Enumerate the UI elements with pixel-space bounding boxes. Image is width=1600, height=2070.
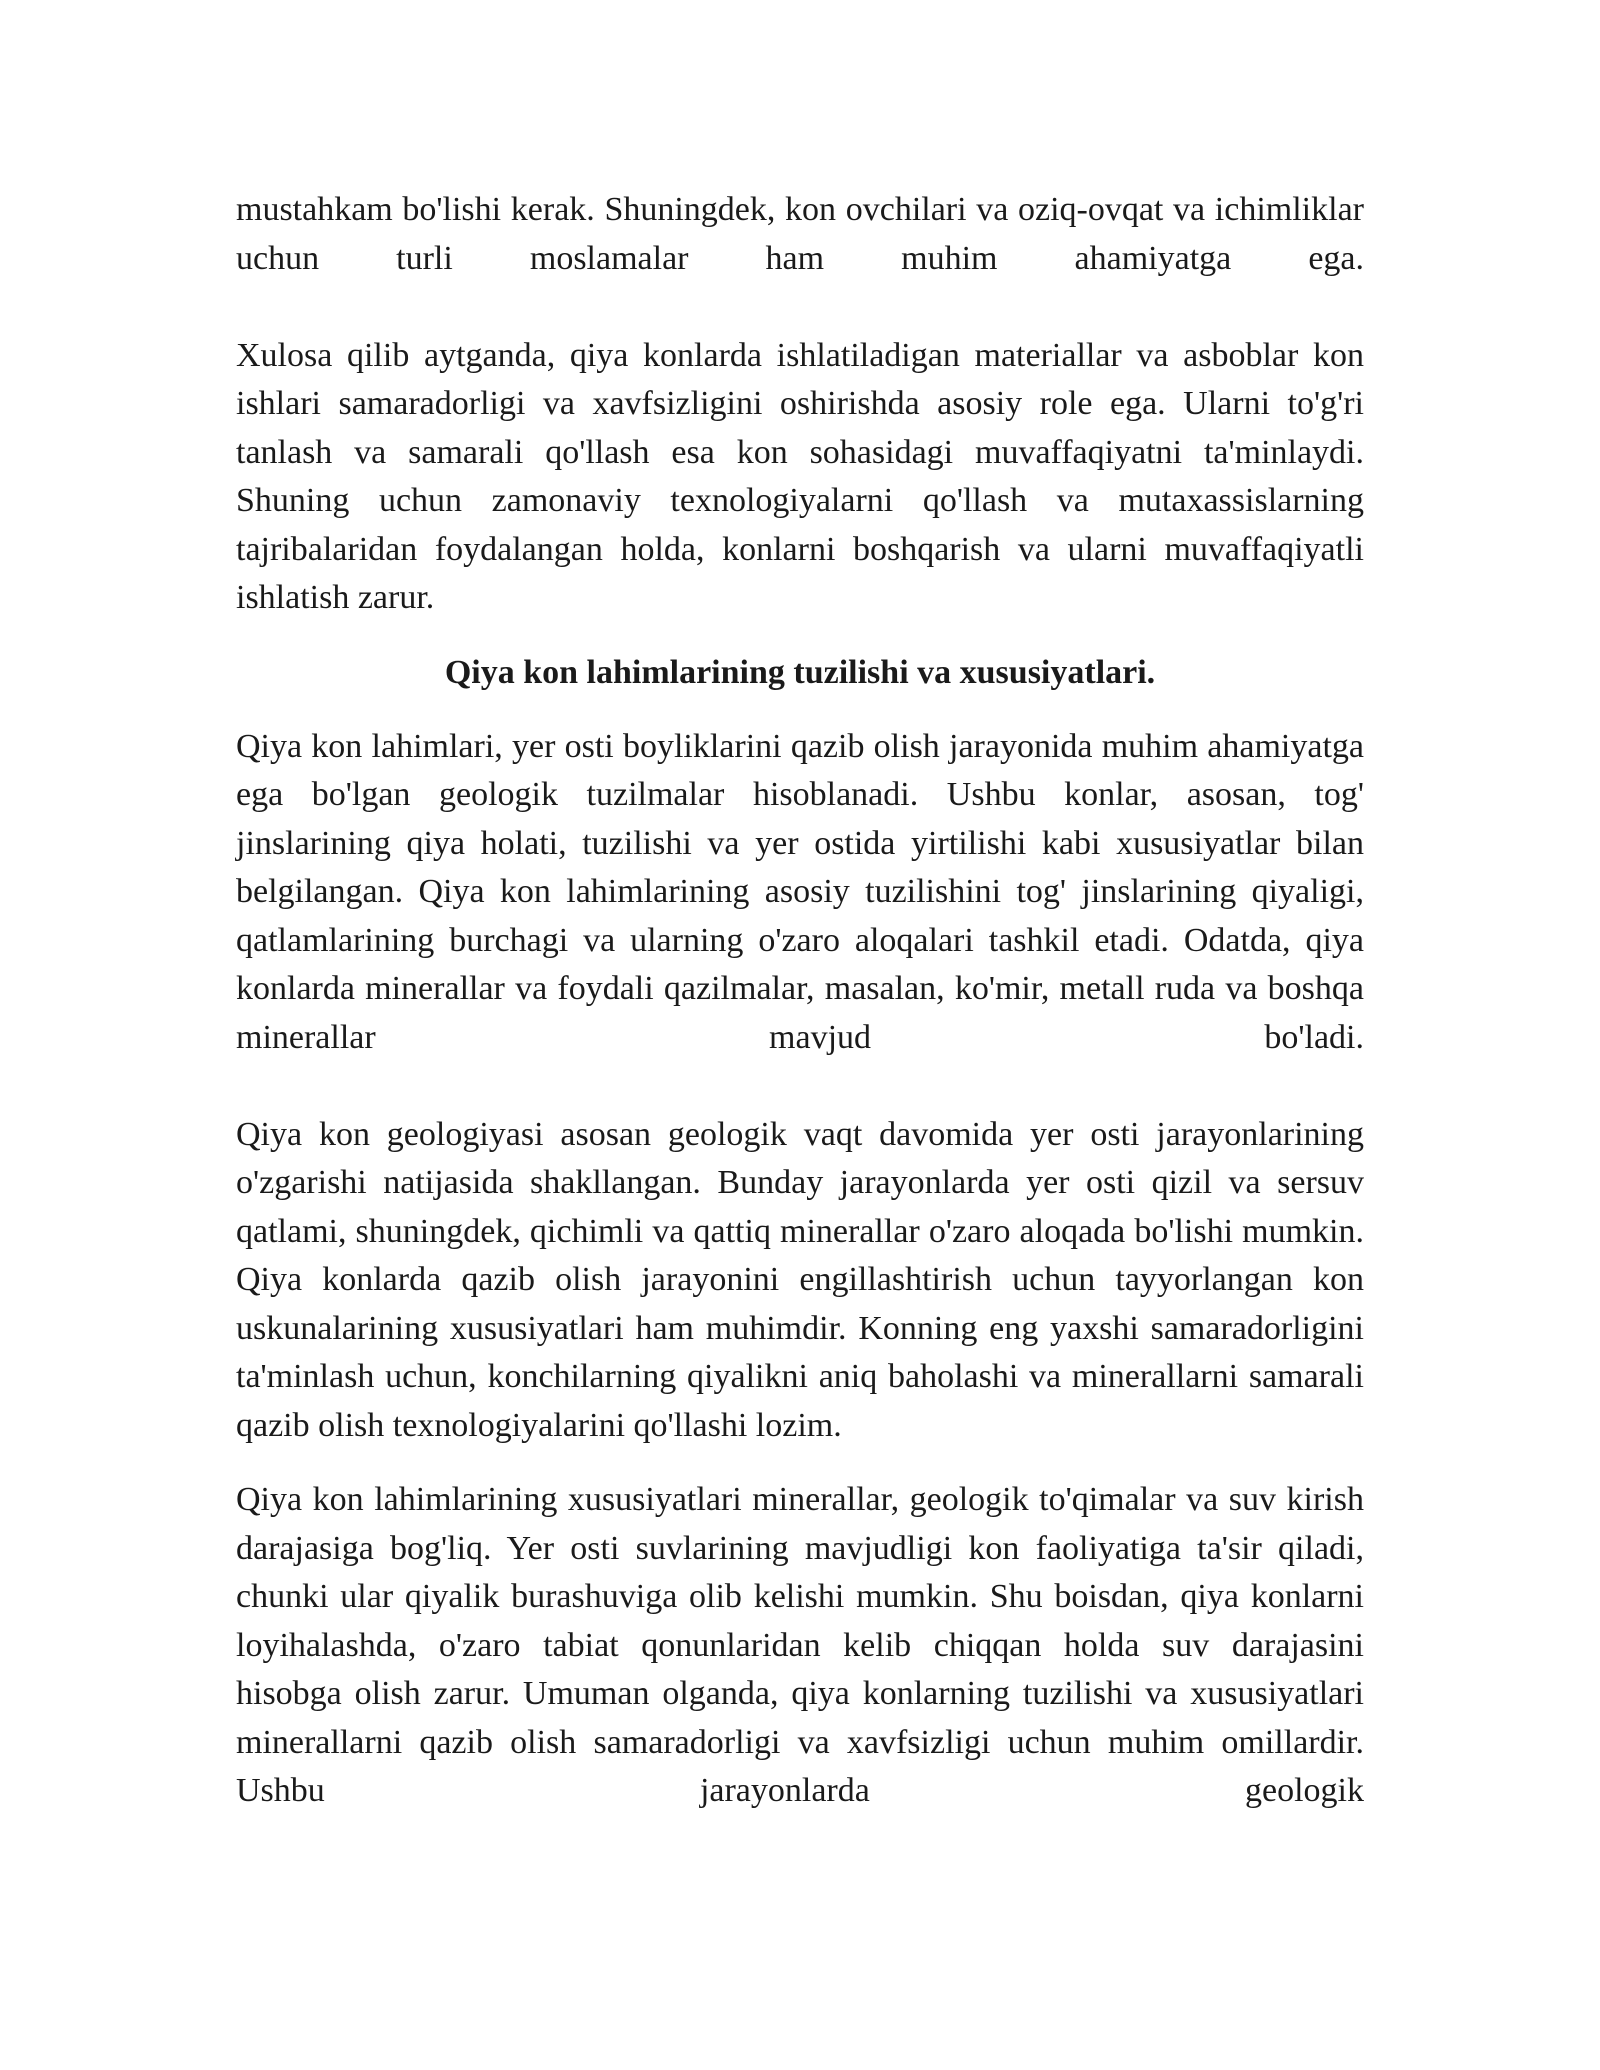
paragraph-4: Qiya kon geologiyasi asosan geologik vaqt davomida yer osti jarayonlarining o'zgarishi natijasida shakllangan. Bunday jarayonlarda yer osti qizil va sersuv qatlami, shuningdek, qichimli va qattiq minerallar o'zaro aloqada bo'lishi mumkin. Qiya konlarda qazib olish jarayonini engillashtirish uchun tayyorlangan kon uskunalarining xususiyatlari ham muhimdir. Konning eng yaxshi samaradorligini ta'minlash uchun, konchilarning qiyalikni aniq baholashi va minerallarni samarali qazib olish texnologiyalarini qo'llashi lozim. bbox=[236, 1115, 1364, 1444]
blank-line bbox=[236, 283, 1364, 332]
document-page bbox=[236, 186, 1364, 1816]
spacer bbox=[236, 1450, 1364, 1476]
spacer bbox=[236, 697, 1364, 723]
blank-line bbox=[236, 1062, 1364, 1111]
section-heading: Qiya kon lahimlarining tuzilishi va xususiyatlari. bbox=[444, 653, 1156, 691]
paragraph-3: Qiya kon lahimlari, yer osti boyliklarini qazib olish jarayonida muhim ahamiyatga ega bo'lgan geologik tuzilmalar hisoblanadi. Ushbu konlar, asosan, tog' jinslarining qiya holati, tuzilishi va yer ostida yirtilishi kabi xususiyatlar bilan belgilangan. Qiya kon lahimlarining asosiy tuzilishini tog' jinslarining qiyaligi, qatlamlarining burchagi va ularning o'zaro aloqalari tashkil etadi. Odatda, qiya konlarda minerallar va foydali qazilmalar, masalan, ko'mir, metall ruda va boshqa minerallar mavjud bo'ladi. bbox=[236, 727, 1364, 1056]
paragraph-2: Xulosa qilib aytganda, qiya konlarda ishlatiladigan materiallar va asboblar kon ishlari samaradorligi va xavfsizligini oshirishda asosiy role ega. Ularni to'g'ri tanlash va samarali qo'llash esa kon sohasidagi muvaffaqiyatni ta'minlaydi. Shuning uchun zamonaviy texnologiyalarni qo'llash va mutaxassislarning tajribalaridan foydalangan holda, konlarni boshqarish va ularni muvaffaqiyatli ishlatish zarur. bbox=[236, 336, 1364, 616]
spacer bbox=[236, 623, 1364, 649]
paragraph-1: mustahkam bo'lishi kerak. Shuningdek, kon ovchilari va oziq-ovqat va ichimliklar uchun turli moslamalar ham muhim ahamiyatga ega. bbox=[236, 191, 1364, 277]
paragraph-5: Qiya kon lahimlarining xususiyatlari minerallar, geologik to'qimalar va suv kirish darajasiga bog'liq. Yer osti suvlarining mavjudligi kon faoliyatiga ta'sir qiladi, chunki ular qiyalik burashuviga olib kelishi mumkin. Shu boisdan, qiya konlarni loyihalashda, o'zaro tabiat qonunlaridan kelib chiqqan holda suv darajasini hisobga olish zarur. Umuman olganda, qiya konlarning tuzilishi va xususiyatlari minerallarni qazib olish samaradorligi va xavfsizligi uchun muhim omillardir. Ushbu jarayonlarda geologik bbox=[236, 1481, 1364, 1809]
